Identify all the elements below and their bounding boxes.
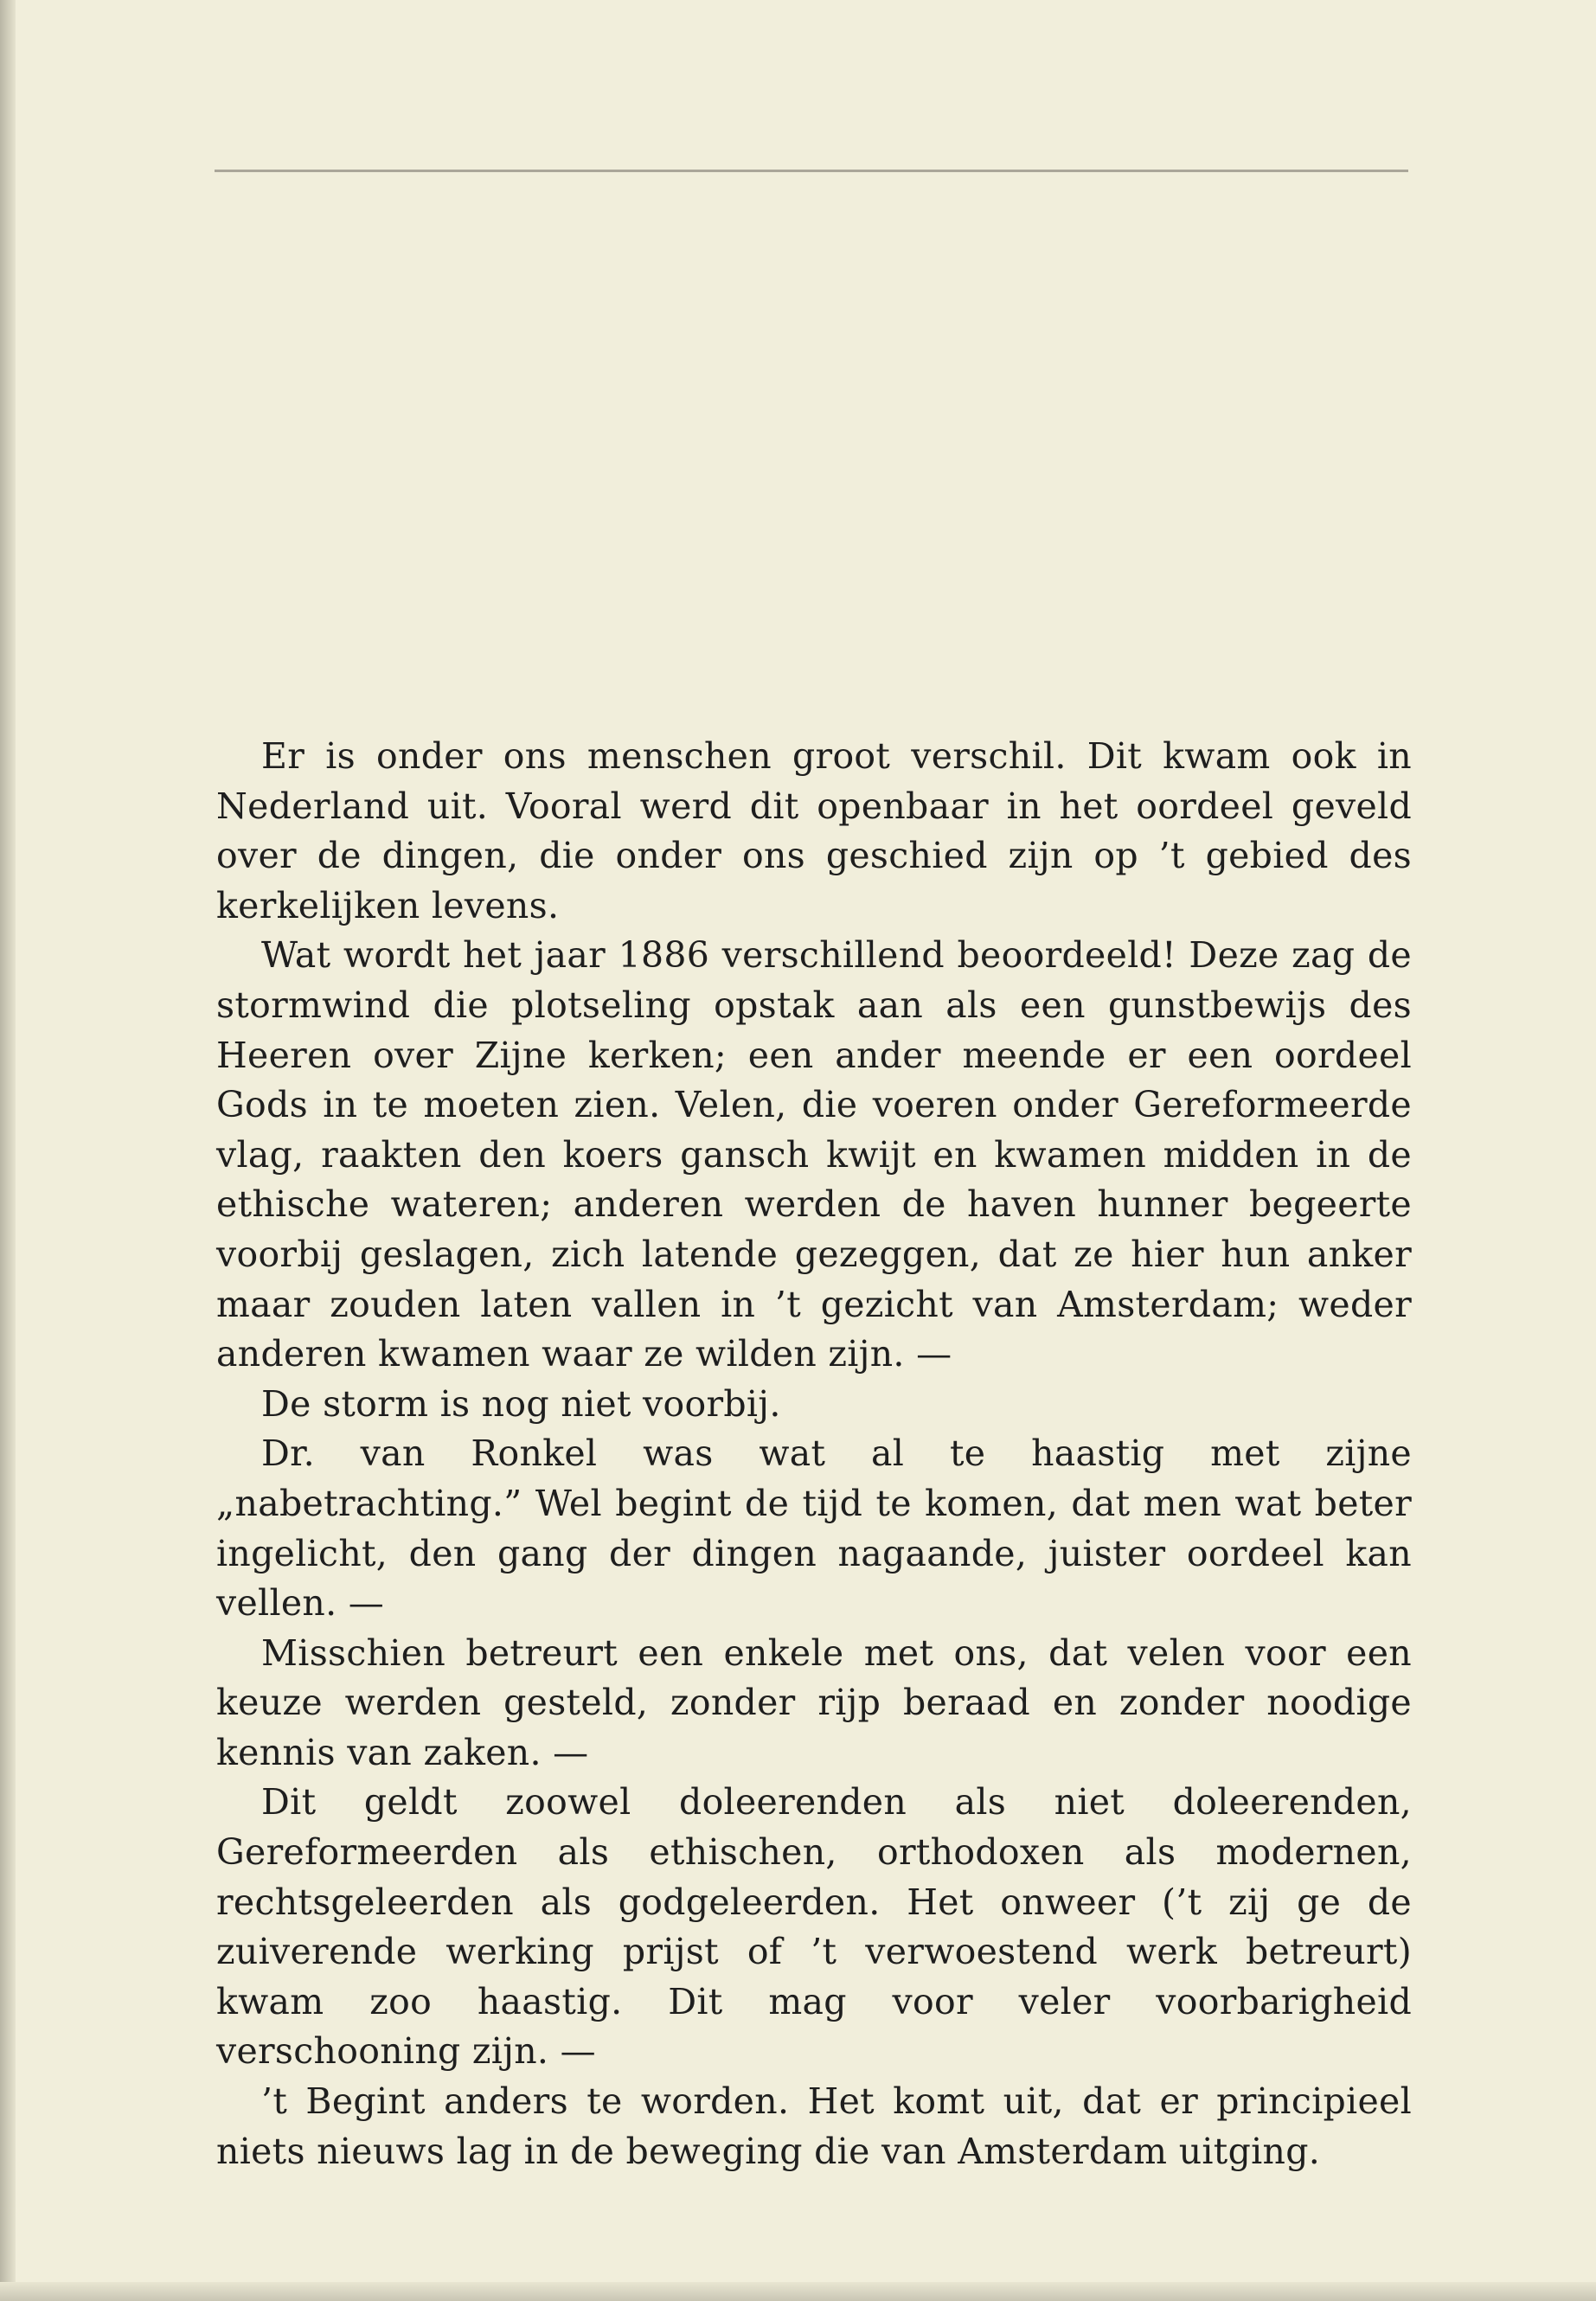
paragraph-4: Dr. van Ronkel was wat al te haastig met zijne „nabetrachting.” Wel begint de tijd te komen, dat men wat beter ingelicht, den gang der dingen nagaande, juister oordeel kan vellen. — — [216, 1433, 1412, 1625]
page-binding-edge — [0, 0, 16, 2301]
paragraph-5: Misschien betreurt een enkele met ons, dat velen voor een keuze werden gesteld, zonder rijp beraad en zonder noodige kennis van zaken. — — [216, 1631, 1412, 1773]
header-rule — [215, 170, 1408, 172]
paragraph-1: Er is onder ons menschen groot verschil. Dit kwam ook in Nederland uit. Vooral werd dit openbaar in het oordeel geveld over de dingen, die onder ons geschied zijn op ’t gebied des kerkelijken levens. — [216, 735, 1412, 926]
paragraph-6: Dit geldt zoowel doleerenden als niet doleerenden, Gereformeerden als ethischen, orthodoxen als modernen, rechtsgeleerden als godgeleerden. Het onweer (’t zij ge de zuiverende werking prijst of ’t verwoestend werk betreurt) kwam zoo haastig. Dit mag voor veler voorbarigheid verschooning zijn. — — [216, 1781, 1412, 2073]
paragraph-2: Wat wordt het jaar 1886 verschillend beoordeeld! Deze zag de stormwind die plotseling opstak aan als een gunstbewijs des Heeren over Zijne kerken; een ander meende er een oordeel Gods in te moeten zien. Velen, die voeren onder Gereformeerde vlag, raakten den koers gansch kwijt en kwamen midden in de ethische wateren; anderen werden de haven hunner begeerte voorbij geslagen, zich latende gezeggen, dat ze hier hun anker maar zouden laten vallen in ’t gezicht van Amsterdam; weder anderen kwamen waar ze wilden zijn. — — [216, 934, 1412, 1375]
paragraph-7: ’t Begint anders te worden. Het komt uit, dat er principieel niets nieuws lag in de beweging die van Amsterdam uitging. — [216, 2080, 1412, 2172]
body-text — [216, 732, 1412, 2176]
paragraph-3: De storm is nog niet voorbij. — [261, 1382, 781, 1425]
page-bottom-edge — [0, 2282, 1596, 2301]
